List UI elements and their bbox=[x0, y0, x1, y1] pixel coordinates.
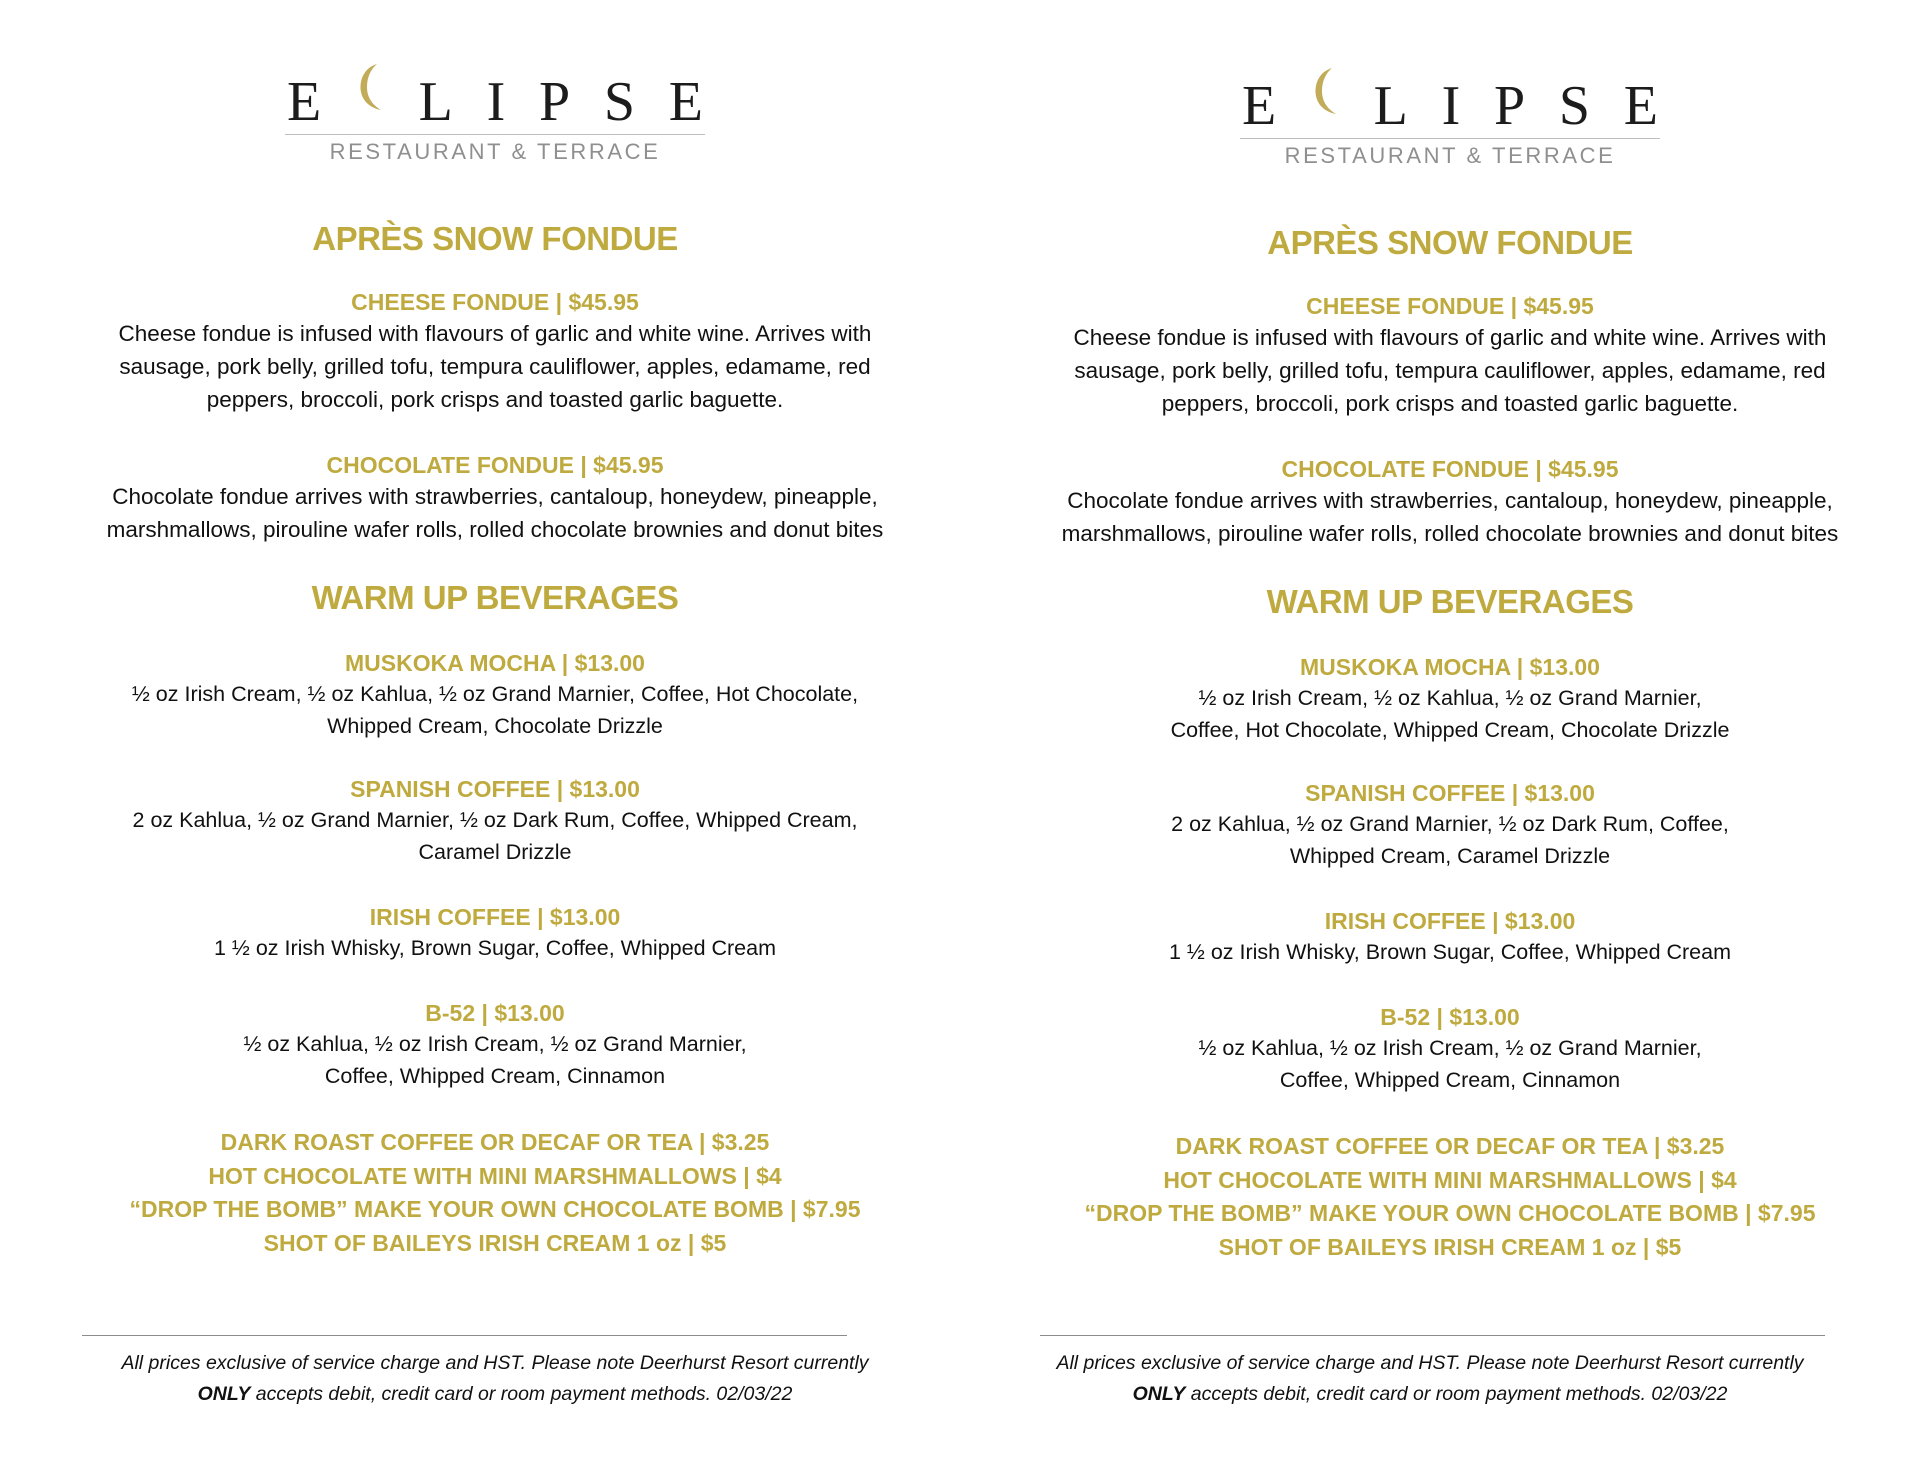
spanish-coffee-title: SPANISH COFFEE | $13.00 bbox=[350, 776, 640, 802]
eclipse-logo bbox=[285, 0, 705, 165]
beverages-section-title: WARM UP BEVERAGES bbox=[1266, 583, 1634, 620]
cheese-fondue-desc-line: Cheese fondue is infused with flavours of garlic and white wine. Arrives with bbox=[1073, 325, 1827, 350]
spanish-coffee-desc-line: Whipped Cream, Caramel Drizzle bbox=[1289, 844, 1611, 868]
chocolate-fondue-title: CHOCOLATE FONDUE | $45.95 bbox=[326, 452, 664, 478]
logo-letter: P bbox=[1493, 75, 1526, 137]
muskoka-mocha-title: MUSKOKA MOCHA | $13.00 bbox=[1300, 654, 1600, 680]
cheese-fondue-desc-line: peppers, broccoli, pork crisps and toasted garlic baguette. bbox=[206, 387, 784, 412]
b52-title: B-52 | $13.00 bbox=[425, 1000, 565, 1026]
muskoka-mocha-desc-line: Whipped Cream, Chocolate Drizzle bbox=[327, 714, 663, 738]
irish-coffee-title: IRISH COFFEE | $13.00 bbox=[1324, 908, 1576, 934]
extra-item: DARK ROAST COFFEE OR DECAF OR TEA | $3.25 bbox=[1175, 1133, 1725, 1159]
logo-divider bbox=[1240, 138, 1660, 139]
logo-letter: L bbox=[418, 71, 453, 133]
extra-item: HOT CHOCOLATE WITH MINI MARSHMALLOWS | $4 bbox=[1163, 1166, 1737, 1193]
muskoka-mocha-desc-line: ½ oz Irish Cream, ½ oz Kahlua, ½ oz Grand Marnier, bbox=[1198, 686, 1702, 710]
eclipse-logo bbox=[1240, 4, 1660, 169]
footer-line-rest: accepts debit, credit card or room payment methods. 02/03/22 bbox=[250, 1383, 793, 1405]
footer-emphasis: ONLY bbox=[1132, 1383, 1186, 1405]
spanish-coffee-desc-line: Caramel Drizzle bbox=[418, 840, 572, 864]
logo-letter: S bbox=[603, 71, 635, 133]
logo-letter: S bbox=[1558, 75, 1590, 137]
logo-letter: I bbox=[486, 71, 506, 133]
extra-item: HOT CHOCOLATE WITH MINI MARSHMALLOWS | $4 bbox=[208, 1162, 782, 1189]
logo-letter: E bbox=[287, 71, 322, 133]
footer-line bbox=[990, 1379, 1870, 1410]
spanish-coffee-title: SPANISH COFFEE | $13.00 bbox=[1305, 780, 1595, 806]
muskoka-mocha-desc-line: Coffee, Hot Chocolate, Whipped Cream, Chocolate Drizzle bbox=[1170, 718, 1730, 742]
logo-letter: I bbox=[1441, 75, 1461, 137]
beverages-section-title: WARM UP BEVERAGES bbox=[311, 579, 679, 616]
cheese-fondue-desc-line: sausage, pork belly, grilled tofu, tempura cauliflower, apples, edamame, red bbox=[119, 354, 871, 379]
cheese-fondue-desc-line: sausage, pork belly, grilled tofu, tempura cauliflower, apples, edamame, red bbox=[1074, 358, 1826, 383]
b52-desc-line: ½ oz Kahlua, ½ oz Irish Cream, ½ oz Grand Marnier, bbox=[243, 1032, 747, 1056]
footer-line: All prices exclusive of service charge and HST. Please note Deerhurst Resort currently bbox=[121, 1352, 869, 1374]
extra-item: SHOT OF BAILEYS IRISH CREAM 1 oz | $5 bbox=[263, 1229, 727, 1256]
footer-note bbox=[0, 1348, 990, 1410]
logo-letter: L bbox=[1373, 75, 1408, 137]
logo-subtitle: RESTAURANT & TERRACE bbox=[1284, 143, 1616, 168]
logo-letter: E bbox=[668, 71, 703, 133]
footer-divider bbox=[1040, 1335, 1825, 1336]
footer-emphasis: ONLY bbox=[197, 1383, 251, 1405]
chocolate-fondue-desc-line: Chocolate fondue arrives with strawberries, cantaloup, honeydew, pineapple, bbox=[1067, 488, 1833, 513]
cheese-fondue-title: CHEESE FONDUE | $45.95 bbox=[351, 289, 639, 315]
muskoka-mocha-desc-line: ½ oz Irish Cream, ½ oz Kahlua, ½ oz Grand Marnier, Coffee, Hot Chocolate, bbox=[131, 682, 859, 706]
cheese-fondue-title: CHEESE FONDUE | $45.95 bbox=[1306, 293, 1594, 319]
spanish-coffee-desc-line: 2 oz Kahlua, ½ oz Grand Marnier, ½ oz Dark Rum, Coffee, Whipped Cream, bbox=[132, 808, 858, 832]
cheese-fondue-desc-line: peppers, broccoli, pork crisps and toasted garlic baguette. bbox=[1161, 391, 1739, 416]
logo-letter: E bbox=[1623, 75, 1658, 137]
extra-item: “DROP THE BOMB” MAKE YOUR OWN CHOCOLATE BOMB | $7.95 bbox=[1084, 1200, 1816, 1226]
logo-letter: P bbox=[538, 71, 571, 133]
cheese-fondue-desc-line: Cheese fondue is infused with flavours of garlic and white wine. Arrives with bbox=[118, 321, 872, 346]
extra-item: SHOT OF BAILEYS IRISH CREAM 1 oz | $5 bbox=[1218, 1233, 1682, 1260]
fondue-section-title: APRÈS SNOW FONDUE bbox=[312, 220, 678, 257]
irish-coffee-desc: 1 ½ oz Irish Whisky, Brown Sugar, Coffee, Whipped Cream bbox=[1168, 940, 1732, 964]
chocolate-fondue-desc-line: marshmallows, pirouline wafer rolls, rolled chocolate brownies and donut bites bbox=[1061, 521, 1839, 546]
menu-column-right bbox=[990, 0, 1920, 1484]
spanish-coffee-desc-line: 2 oz Kahlua, ½ oz Grand Marnier, ½ oz Dark Rum, Coffee, bbox=[1171, 812, 1729, 836]
chocolate-fondue-title: CHOCOLATE FONDUE | $45.95 bbox=[1281, 456, 1619, 482]
extra-item: DARK ROAST COFFEE OR DECAF OR TEA | $3.25 bbox=[220, 1129, 770, 1155]
footer-note bbox=[990, 1348, 1870, 1410]
footer-line-rest: accepts debit, credit card or room payment methods. 02/03/22 bbox=[1185, 1383, 1728, 1405]
footer-line bbox=[0, 1379, 990, 1410]
b52-desc-line: Coffee, Whipped Cream, Cinnamon bbox=[1279, 1068, 1621, 1092]
logo-letter: E bbox=[1242, 75, 1277, 137]
b52-title: B-52 | $13.00 bbox=[1380, 1004, 1520, 1030]
crescent-moon-icon bbox=[1310, 64, 1340, 120]
chocolate-fondue-desc-line: marshmallows, pirouline wafer rolls, rolled chocolate brownies and donut bites bbox=[106, 517, 884, 542]
muskoka-mocha-title: MUSKOKA MOCHA | $13.00 bbox=[345, 650, 645, 676]
crescent-moon-icon bbox=[355, 60, 385, 116]
logo-divider bbox=[285, 134, 705, 135]
b52-desc-line: ½ oz Kahlua, ½ oz Irish Cream, ½ oz Grand Marnier, bbox=[1198, 1036, 1702, 1060]
extra-item: “DROP THE BOMB” MAKE YOUR OWN CHOCOLATE BOMB | $7.95 bbox=[129, 1196, 861, 1222]
footer-line: All prices exclusive of service charge and HST. Please note Deerhurst Resort currently bbox=[1056, 1352, 1804, 1374]
irish-coffee-title: IRISH COFFEE | $13.00 bbox=[369, 904, 621, 930]
fondue-section-title: APRÈS SNOW FONDUE bbox=[1267, 224, 1633, 261]
logo-subtitle: RESTAURANT & TERRACE bbox=[329, 139, 661, 164]
footer-divider bbox=[82, 1335, 847, 1336]
irish-coffee-desc: 1 ½ oz Irish Whisky, Brown Sugar, Coffee, Whipped Cream bbox=[213, 936, 777, 960]
b52-desc-line: Coffee, Whipped Cream, Cinnamon bbox=[324, 1064, 666, 1088]
chocolate-fondue-desc-line: Chocolate fondue arrives with strawberries, cantaloup, honeydew, pineapple, bbox=[112, 484, 878, 509]
